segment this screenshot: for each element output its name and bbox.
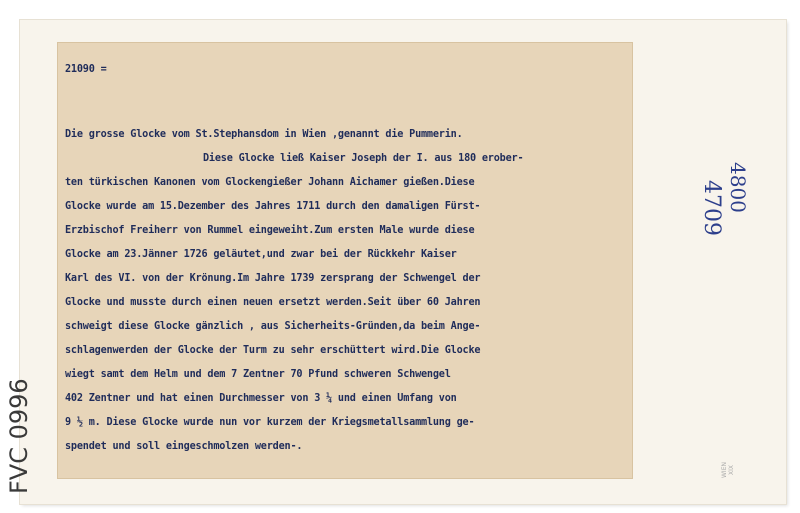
typed-caption-slip [57, 42, 633, 479]
text-line: schlagenwerden der Glocke der Turm zu sehr erschüttert wird.Die Glocke [65, 345, 481, 356]
text-line: wiegt samt dem Helm und dem 7 Zentner 70 Pfund schweren Schwengel [65, 369, 451, 380]
photo-card-back [5, 20, 786, 504]
handwritten-number-4800: 4800 [726, 162, 750, 213]
text-line: schweigt diese Glocke gänzlich , aus Sicherheits-Gründen,da beim Ange- [65, 321, 481, 332]
text-line: 402 Zentner und hat einen Durchmesser von 3 ¼ und einen Umfang von [65, 393, 457, 404]
text-line: Diese Glocke ließ Kaiser Joseph der I. aus 180 erober- [203, 153, 524, 164]
text-line: Erzbischof Freiherr von Rummel eingeweiht.Zum ersten Male wurde diese [65, 225, 475, 236]
text-line: Karl des VI. von der Krönung.Im Jahre 1739 zersprang der Schwengel der [65, 273, 481, 284]
reference-number: 21090 = [65, 64, 107, 75]
archive-stamp [721, 452, 755, 488]
stamp-line: WIEN [721, 462, 728, 478]
text-line: spendet und soll eingeschmolzen werden-. [65, 441, 303, 452]
stamp-line: XIX [728, 465, 735, 475]
text-line: ten türkischen Kanonen vom Glockengießer Johann Aichamer gießen.Diese [65, 177, 475, 188]
text-line: Glocke und musste durch einen neuen ersetzt werden.Seit über 60 Jahren [65, 297, 481, 308]
text-line: Glocke wurde am 15.Dezember des Jahres 1711 durch den damaligen Fürst- [65, 201, 481, 212]
text-line: 9 ½ m. Diese Glocke wurde nun vor kurzem der Kriegsmetallsammlung ge- [65, 417, 475, 428]
text-line: Die grosse Glocke vom St.Stephansdom in Wien ,genannt die Pummerin. [65, 129, 463, 140]
handwritten-number-4709: 4709 [699, 180, 724, 236]
text-line: Glocke am 23.Jänner 1726 geläutet,und zwar bei der Rückkehr Kaiser [65, 249, 457, 260]
pencil-inventory-number: FVC 0996 [5, 378, 33, 494]
